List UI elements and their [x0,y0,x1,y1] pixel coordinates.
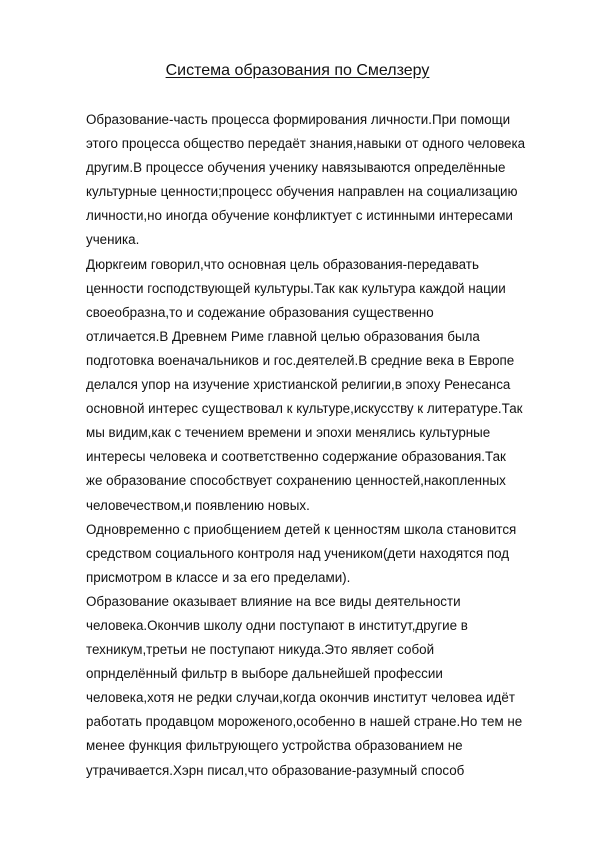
text-line: подготовка военачальников и гос.деятелей.В средние века в Европе [86,352,515,368]
text-line: делался упор на изучение христианской религии,в эпоху Ренесанса [86,377,511,393]
text-line: работать продавцом мороженого,особенно в нашей стране.Но тем не [86,714,523,730]
text-line: Дюркгеим говорил,что основная цель образования-передавать [86,256,479,272]
text-line: техникум,третьи не поступают никуда.Это являет собой [86,642,435,658]
text-line: опрнделённый фильтр в выборе дальнейшей профессии [86,666,443,682]
text-line: утрачивается.Хэрн писал,что образование-разумный способ [86,762,465,778]
text-line: же образование способствует сохранению ценностей,накопленных [86,473,506,489]
text-line: личности,но иногда обучение конфликтует с истинными интересами [86,208,513,224]
text-line: культурные ценности;процесс обучения направлен на социализацию [86,184,518,200]
text-line: основной интерес существовал к культуре,искусству к литературе.Так [86,401,523,417]
text-line: присмотром в классе и за его пределами). [86,569,351,585]
text-line: отличается.В Древнем Риме главной целью образования была [86,328,480,344]
text-line: своеобразна,то и содежание образования существенно [86,304,434,320]
text-line: мы видим,как с течением времени и эпохи менялись культурные [86,425,491,441]
text-line: другим.В процессе обучения ученику навязываются определённые [86,160,506,176]
text-line: этого процесса общество передаёт знания,навыки от одного человека [86,136,526,152]
text-line: средством социального контроля над учеником(дети находятся под [86,545,510,561]
text-line: Одновременно с приобщением детей к ценностям школа становится [86,521,517,537]
document-body [86,108,556,783]
document-title: Система образования по Смелзеру [165,62,430,79]
text-line: ценности господствующей культуры.Так как культура каждой нации [86,280,506,296]
text-line: человека,хотя не редки случаи,когда окончив институт человеа идёт [86,690,515,706]
text-line: человека.Окончив школу одни поступают в институт,другие в [86,617,468,633]
text-line: ученика. [86,232,140,248]
text-line: человечеством,и появлению новых. [86,497,310,513]
text-line: менее функция фильтрующего устройства образованием не [86,738,463,754]
text-line: интересы человека и соответственно содержание образования.Так [86,449,506,465]
text-line: Образование оказывает влияние на все виды деятельности [86,593,461,609]
text-line: Образование-часть процесса формирования личности.При помощи [86,112,511,127]
